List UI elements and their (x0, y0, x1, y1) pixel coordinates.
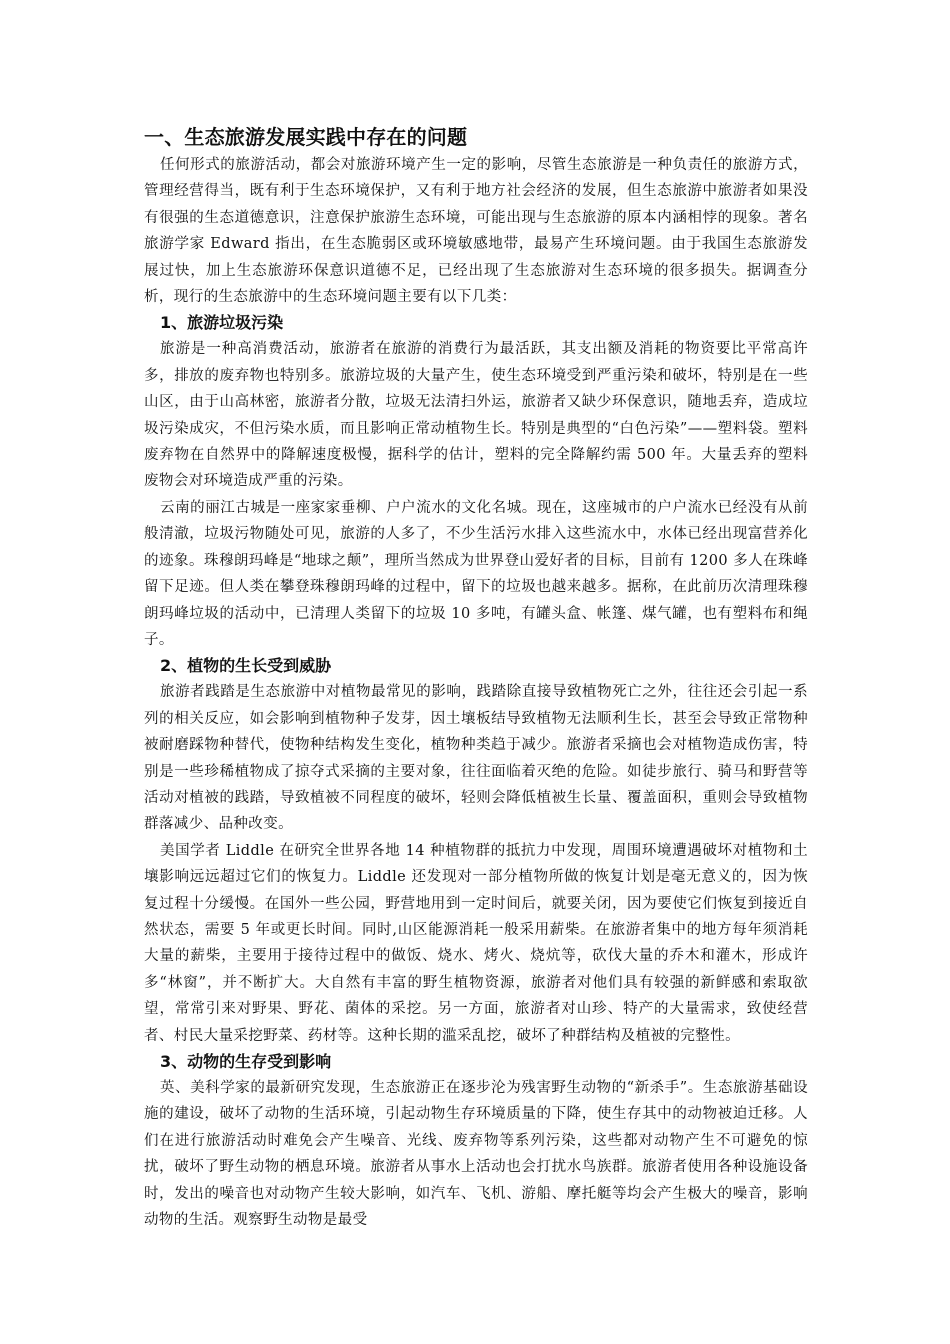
section-heading: 一、生态旅游发展实践中存在的问题 (144, 125, 468, 149)
subsection-title-plants: 2、植物的生长受到威胁 (160, 656, 332, 676)
subsection-title-garbage: 1、旅游垃圾污染 (160, 313, 284, 333)
paragraph: 旅游者践踏是生态旅游中对植物最常见的影响，践踏除直接导致植物死亡之外，往往还会引起一系列的相关反应，如会影响到植物种子发芽，因土壤板结导致植物无法顺利生长，甚至会导致正常物种被耐磨踩物种替代，使物种结构发生变化，植物种类趋于减少。旅游者采摘也会对植物造成伤害，特别是一些珍稀植物成了掠夺式采摘的主要对象，往往面临着灭绝的危险。如徒步旅行、骑马和野营等活动对植被的践踏，导致植被不同程度的破坏，轻则会降低植被生长量、覆盖面积，重则会导致植物群落减少、品种改变。 (144, 684, 808, 833)
paragraph: 云南的丽江古城是一座家家垂柳、户户流水的文化名城。现在，这座城市的户户流水已经没有从前般清澈，垃圾污物随处可见，旅游的人多了，不少生活污水排入这些流水中，水体已经出现富营养化的迹象。珠穆朗玛峰是“地球之颠”，理所当然成为世界登山爱好者的目标，目前有 1200 多人在珠峰留下足迹。但人类在攀登珠穆朗玛峰的过程中，留下的垃圾也越来越多。据称，在此前历次清理珠穆朗玛峰垃圾的活动中，已清理人类留下的垃圾 10 多吨，有罐头盒、帐篷、煤气罐，也有塑料布和绳子。 (144, 499, 808, 648)
paragraph: 英、美科学家的最新研究发现，生态旅游正在逐步沦为残害野生动物的“新杀手”。生态旅游基础设施的建设，破坏了动物的生活环境，引起动物生存环境质量的下降，使生存其中的动物被迫迁移。人们在进行旅游活动时难免会产生噪音、光线、废弃物等系列污染，这些都对动物产生不可避免的惊扰，破坏了野生动物的栖息环境。旅游者从事水上活动也会打扰水鸟族群。旅游者使用各种设施设备时，发出的噪音也对动物产生较大影响，如汽车、飞机、游船、摩托艇等均会产生极大的噪音，影响动物的生活。观察野生动物是最受 (144, 1080, 808, 1229)
paragraph: 旅游是一种高消费活动，旅游者在旅游的消费行为最活跃，其支出额及消耗的物资要比平常高许多，排放的废弃物也特别多。旅游垃圾的大量产生，使生态环境受到严重污染和破坏，特别是在一些山区，由于山高林密，旅游者分散，垃圾无法清扫外运，旅游者又缺少环保意识，随地丢弃，造成垃圾污染成灾，不但污染水质，而且影响正常动植物生长。特别是典型的“白色污染”——塑料袋。塑料废弃物在自然界中的降解速度极慢，据科学的估计，塑料的完全降解约需 500 年。大量丢弃的塑料废物会对环境造成严重的污染。 (144, 341, 808, 490)
intro-paragraph: 任何形式的旅游活动，都会对旅游环境产生一定的影响，尽管生态旅游是一种负责任的旅游方式，管理经营得当，既有利于生态环境保护，又有利于地方社会经济的发展，但生态旅游中旅游者如果没有很强的生态道德意识，注意保护旅游生态环境，可能出现与生态旅游的原本内涵相悖的现象。著名旅游学家 Edward 指出，在生态脆弱区或环境敏感地带，最易产生环境问题。由于我国生态旅游发展过快，加上生态旅游环保意识道德不足，已经出现了生态旅游对生态环境的很多损失。据调查分析，现行的生态旅游中的生态环境问题主要有以下几类： (144, 157, 808, 306)
document-page (144, 122, 808, 1233)
subsection-title-animals: 3、动物的生存受到影响 (160, 1052, 332, 1071)
paragraph: 美国学者 Liddle 在研究全世界各地 14 种植物群的抵抗力中发现，周围环境遭遇破坏对植物和土壤影响远远超过它们的恢复力。Liddle 还发现对一部分植物所做的恢复计划是毫无意义的，因为恢复过程十分缓慢。在国外一些公园，野营地用到一定时间后，就要关闭，因为要使它们恢复到接近自然状态，需要 5 年或更长时间。同时,山区能源消耗一般采用薪柴。在旅游者集中的地方每年须消耗大量的薪柴，主要用于接待过程中的做饭、烧水、烤火、烧炕等，砍伐大量的乔木和灌木，形成许多“林窗”，并不断扩大。大自然有丰富的野生植物资源，旅游者对他们具有较强的新鲜感和索取欲望，常常引来对野果、野花、菌体的采挖。另一方面，旅游者对山珍、特产的大量需求，致使经营者、村民大量采挖野菜、药材等。这种长期的滥采乱挖，破坏了种群结构及植被的完整性。 (144, 842, 808, 1044)
